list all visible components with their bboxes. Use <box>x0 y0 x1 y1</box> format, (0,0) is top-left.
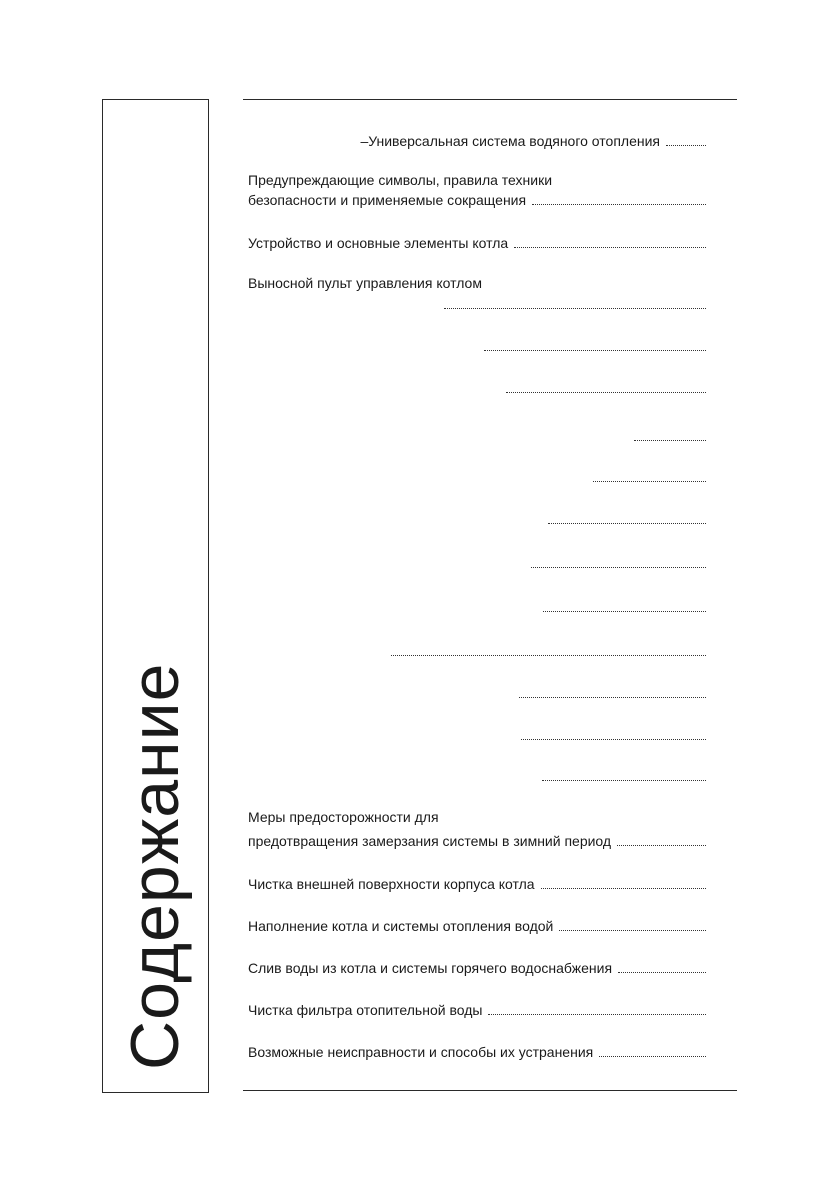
toc-entry-label-line-1: Предупреждающие символы, правила техники <box>248 172 553 188</box>
leader-dots <box>532 192 706 205</box>
toc-entry-freeze-protection[interactable] <box>248 807 706 851</box>
leader-dots <box>599 1044 706 1057</box>
toc-entry-label-line-2: предотвращения замерзания системы в зимний период <box>248 833 612 849</box>
toc-entry-draining-water[interactable] <box>248 958 706 978</box>
bottom-rule <box>243 1090 737 1091</box>
leader-dots-row <box>634 440 706 441</box>
toc-entry-warning-symbols[interactable] <box>248 170 706 210</box>
toc-entry-label-line-1: Меры предосторожности для <box>248 809 439 825</box>
toc-entry-line <box>248 190 706 210</box>
toc-entry-label: Чистка внешней поверхности корпуса котла <box>248 876 535 892</box>
leader-dots-row <box>543 611 706 612</box>
toc-entry-label: Наполнение котла и системы отопления водой <box>248 918 554 934</box>
toc-entry-label-line-2: безопасности и применяемые сокращения <box>248 192 527 208</box>
toc-entry-label: Устройство и основные элементы котла <box>248 235 509 251</box>
toc-entry-line <box>248 807 706 827</box>
leader-dots-row <box>484 350 706 351</box>
leader-dots <box>618 960 706 973</box>
toc-entry-line <box>248 958 706 978</box>
leader-dots <box>617 833 706 846</box>
leader-dots-row <box>519 697 706 698</box>
leader-dots-row <box>521 739 706 740</box>
toc-entry-filling-water[interactable] <box>248 916 706 936</box>
leader-dots-row <box>391 655 706 656</box>
toc-entry-line <box>248 916 706 936</box>
toc-entry-line <box>248 131 706 151</box>
leader-dots-row <box>506 392 706 393</box>
toc-entry-filter-cleaning[interactable] <box>248 1000 706 1020</box>
top-rule <box>243 99 737 100</box>
toc-entry-label: Чистка фильтра отопительной воды <box>248 1002 483 1018</box>
toc-entry-surface-cleaning[interactable] <box>248 874 706 894</box>
leader-dots-row <box>593 481 706 482</box>
toc-entry-line <box>248 1042 706 1062</box>
toc-entry-troubleshooting[interactable] <box>248 1042 706 1062</box>
toc-entry-label: Возможные неисправности и способы их устранения <box>248 1044 594 1060</box>
toc-entry-line <box>248 233 706 253</box>
leader-dots <box>488 1002 706 1015</box>
leader-dots-row <box>444 308 706 309</box>
leader-dots <box>541 876 706 889</box>
toc-entry-boiler-components[interactable] <box>248 233 706 253</box>
sidebar-title: Содержание <box>117 662 193 1070</box>
toc-entry-label: Выносной пульт управления котлом <box>248 275 482 291</box>
toc-entry-line <box>248 273 706 293</box>
leader-dots-row <box>542 780 706 781</box>
toc-entry-label: –Универсальная система водяного отопления <box>360 133 660 149</box>
leader-dots <box>666 133 706 146</box>
toc-entry-water-heating-system[interactable] <box>248 131 706 151</box>
toc-entry-remote-control[interactable] <box>248 273 706 293</box>
toc-entry-line <box>248 170 706 190</box>
toc-entry-line <box>248 831 706 851</box>
toc-entry-line <box>248 1000 706 1020</box>
leader-dots-row <box>531 567 706 568</box>
leader-dots <box>514 235 706 248</box>
leader-dots-row <box>548 523 706 524</box>
leader-dots <box>559 918 706 931</box>
toc-entry-label: Слив воды из котла и системы горячего водоснабжения <box>248 960 613 976</box>
toc-entry-line <box>248 874 706 894</box>
